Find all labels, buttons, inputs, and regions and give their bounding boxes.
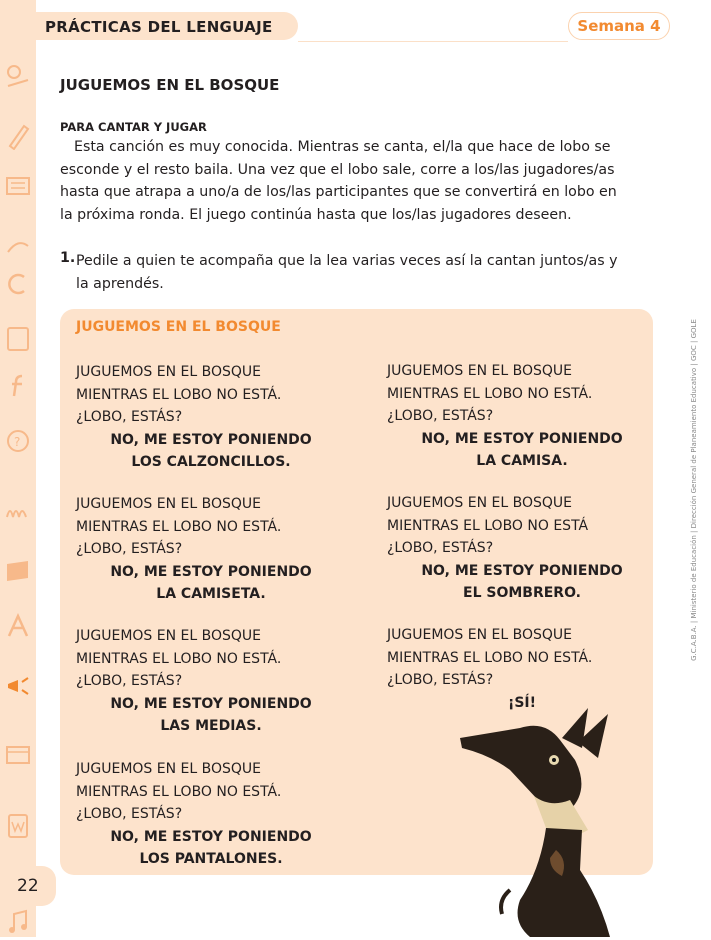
books-icon <box>4 556 32 584</box>
book-icon <box>4 172 32 200</box>
w-card-icon <box>4 812 32 840</box>
verse-line: MIENTRAS EL LOBO NO ESTÁ. <box>387 649 593 666</box>
verse-answer: ¡SÍ! <box>507 694 537 711</box>
notebook-icon <box>4 325 32 353</box>
left-decorative-strip <box>0 0 36 937</box>
verse-answer: NO, ME ESTOY PONIENDO <box>110 828 312 845</box>
side-credit-text: G.C.A.B.A. | Ministerio de Educación | Dirección General de Planeamiento Educativo | GOC | GOLE <box>690 319 698 661</box>
verse-answer: LAS MEDIAS. <box>160 718 262 734</box>
verse-3 <box>76 625 346 738</box>
page-number: 22 <box>17 876 39 896</box>
verse-2 <box>76 493 346 606</box>
verse-answer: EL SOMBRERO. <box>463 585 581 601</box>
megaphone-icon <box>4 672 32 700</box>
verse-answer: NO, ME ESTOY PONIENDO <box>110 563 312 580</box>
verse-line: ¿LOBO, ESTÁS? <box>76 673 183 689</box>
speech-bubble-icon <box>4 428 32 456</box>
verse-answer: LA CAMISA. <box>476 453 568 469</box>
side-credit <box>690 280 704 700</box>
verse-line: MIENTRAS EL LOBO NO ESTÁ. <box>76 386 282 403</box>
pencil-icon <box>4 122 32 150</box>
task-text <box>76 250 666 295</box>
verse-line: ¿LOBO, ESTÁS? <box>387 408 494 424</box>
verse-6 <box>387 492 657 605</box>
window-icon <box>4 742 32 770</box>
verse-line: MIENTRAS EL LOBO NO ESTÁ <box>387 517 589 534</box>
verse-line: MIENTRAS EL LOBO NO ESTÁ. <box>387 385 593 402</box>
section-title: JUGUEMOS EN EL BOSQUE <box>60 76 280 94</box>
intro-line: esconde y el resto baila. Una vez que el lobo sale, corre a los/las jugadores/as <box>60 161 615 178</box>
verse-4 <box>76 758 346 871</box>
verse-line: JUGUEMOS EN EL BOSQUE <box>387 363 572 379</box>
pen-icon <box>4 232 32 260</box>
music-note-icon <box>4 908 32 936</box>
verse-line: ¿LOBO, ESTÁS? <box>387 672 494 688</box>
letter-f-icon <box>4 372 32 400</box>
verse-5 <box>387 360 657 473</box>
svg-text:?: ? <box>14 435 21 449</box>
verse-answer: LA CAMISETA. <box>156 586 266 602</box>
sub-heading: PARA CANTAR Y JUGAR <box>60 120 207 134</box>
wolf-illustration <box>450 700 650 937</box>
verse-line: MIENTRAS EL LOBO NO ESTÁ. <box>76 518 282 535</box>
task-line: la aprendés. <box>76 275 164 292</box>
verse-line: JUGUEMOS EN EL BOSQUE <box>76 364 261 380</box>
verse-answer: LOS PANTALONES. <box>139 851 283 867</box>
letter-m-icon <box>4 497 32 525</box>
task-line: Pedile a quien te acompaña que la lea varias veces así la cantan juntos/as y <box>76 253 618 269</box>
intro-line: la próxima ronda. El juego continúa hasta que los/las jugadores deseen. <box>60 206 572 223</box>
letter-a-icon <box>4 612 32 640</box>
verse-line: JUGUEMOS EN EL BOSQUE <box>76 628 261 644</box>
verse-line: MIENTRAS EL LOBO NO ESTÁ. <box>76 783 282 800</box>
intro-paragraph <box>60 136 660 226</box>
header-divider <box>298 41 568 42</box>
subject-title: PRÁCTICAS DEL LENGUAJE <box>45 18 273 36</box>
reader-icon <box>4 62 32 90</box>
verse-line: ¿LOBO, ESTÁS? <box>76 541 183 557</box>
verse-line: ¿LOBO, ESTÁS? <box>76 409 183 425</box>
intro-line: hasta que atrapa a uno/a de los/las participantes que se convertirá en lobo en <box>60 184 617 200</box>
verse-answer: LOS CALZONCILLOS. <box>131 454 291 470</box>
task-number: 1. <box>60 250 76 266</box>
intro-line: Esta canción es muy conocida. Mientras se canta, el/la que hace de lobo se <box>74 139 611 155</box>
song-title: JUGUEMOS EN EL BOSQUE <box>76 319 281 335</box>
verse-answer: NO, ME ESTOY PONIENDO <box>110 695 312 712</box>
verse-line: JUGUEMOS EN EL BOSQUE <box>76 761 261 777</box>
verse-answer: NO, ME ESTOY PONIENDO <box>421 430 623 447</box>
verse-line: ¿LOBO, ESTÁS? <box>387 540 494 556</box>
verse-answer: NO, ME ESTOY PONIENDO <box>421 562 623 579</box>
verse-answer: NO, ME ESTOY PONIENDO <box>110 431 312 448</box>
verse-line: MIENTRAS EL LOBO NO ESTÁ. <box>76 650 282 667</box>
verse-line: JUGUEMOS EN EL BOSQUE <box>387 627 572 643</box>
verse-line: JUGUEMOS EN EL BOSQUE <box>387 495 572 511</box>
verse-line: ¿LOBO, ESTÁS? <box>76 806 183 822</box>
letter-c-icon <box>4 270 32 298</box>
week-badge: Semana 4 <box>568 12 670 40</box>
verse-1 <box>76 361 346 474</box>
verse-line: JUGUEMOS EN EL BOSQUE <box>76 496 261 512</box>
